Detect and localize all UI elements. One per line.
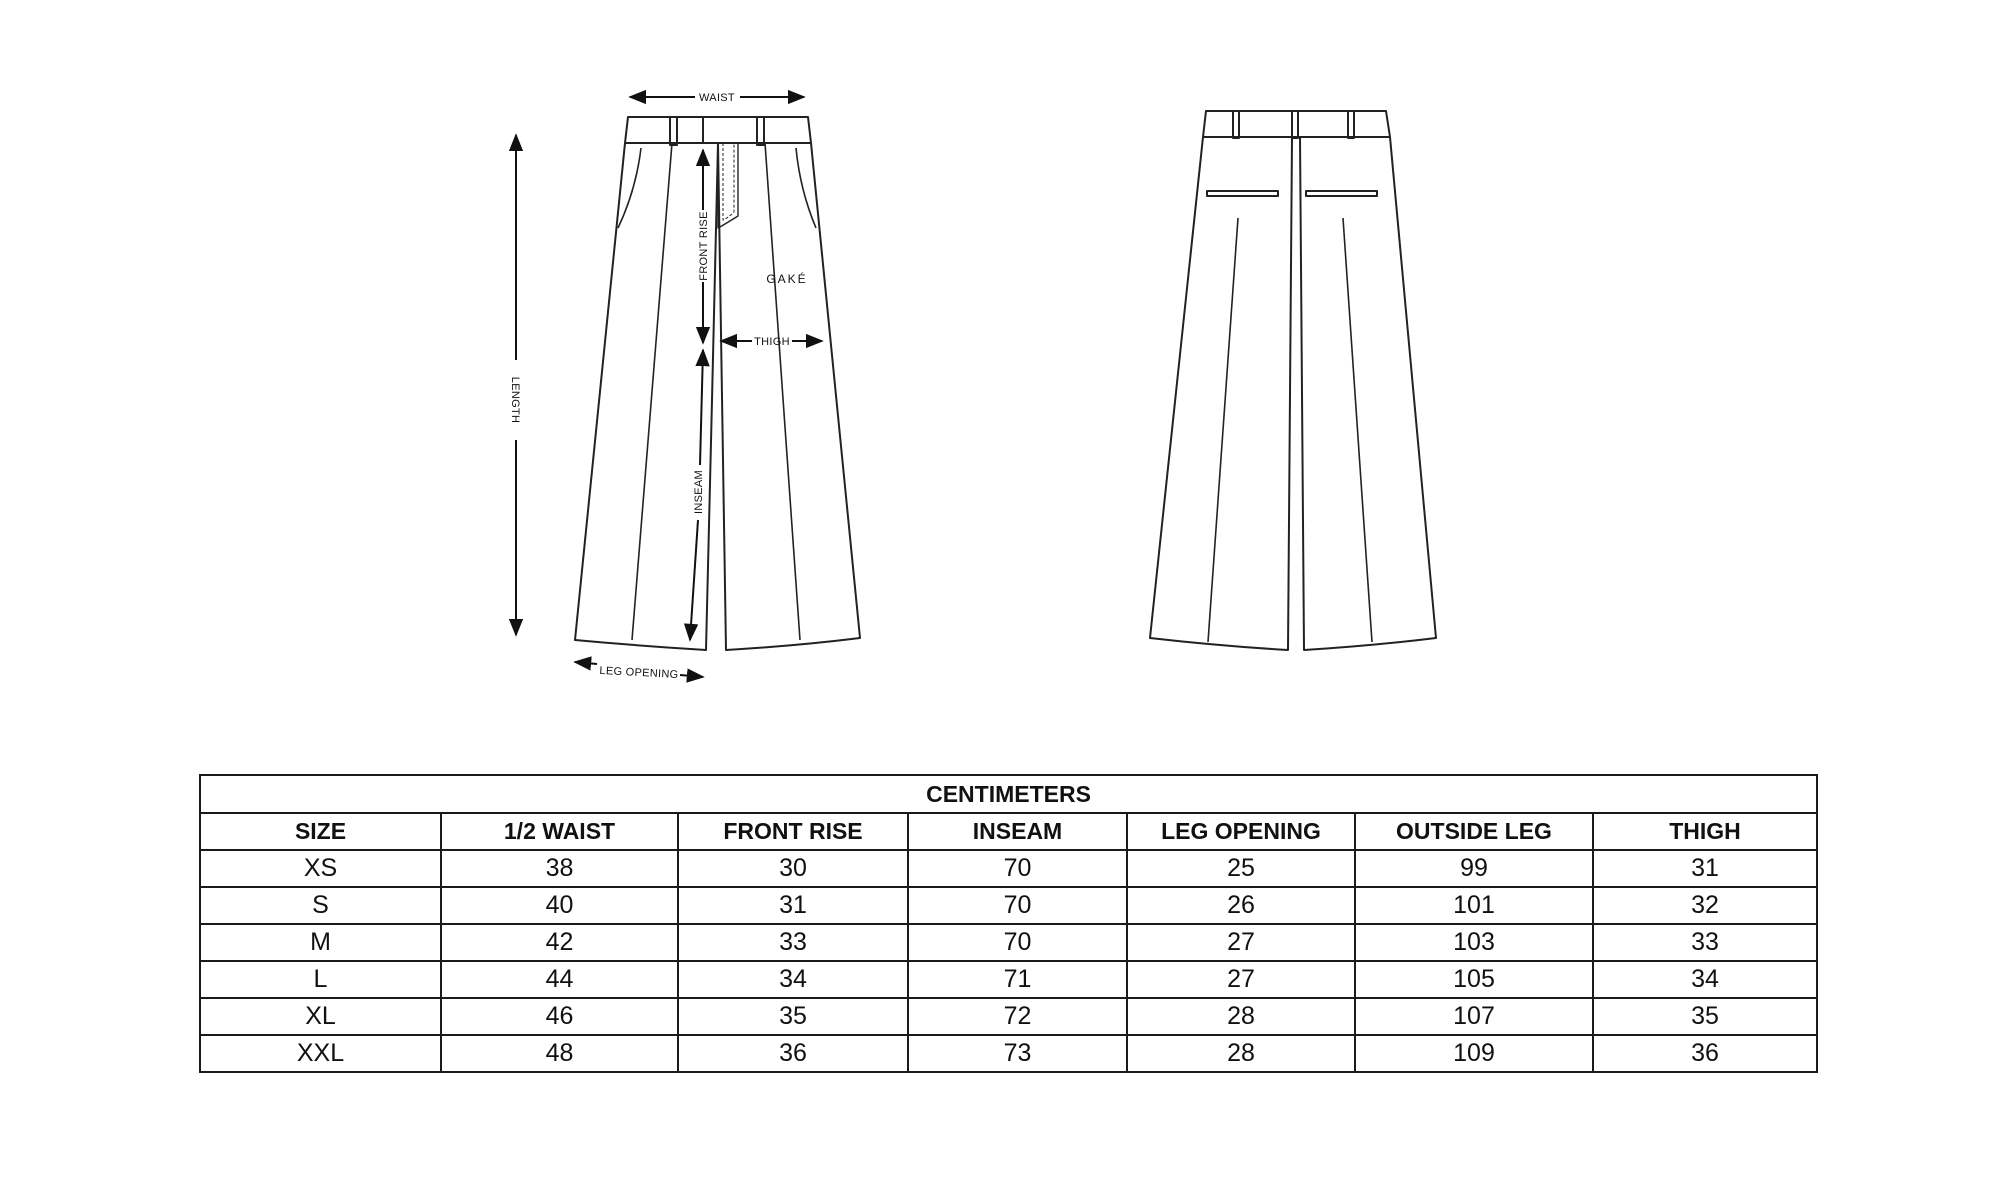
table-cell: 42 xyxy=(441,924,678,961)
table-cell: 48 xyxy=(441,1035,678,1072)
table-row xyxy=(200,924,1817,961)
unit-caption: CENTIMETERS xyxy=(200,775,1817,813)
back-left-leg xyxy=(1150,137,1292,650)
table-cell: 38 xyxy=(441,850,678,887)
length-label: LENGTH xyxy=(509,376,521,424)
table-cell: 40 xyxy=(441,887,678,924)
table-cell: 46 xyxy=(441,998,678,1035)
table-cell: 72 xyxy=(908,998,1127,1035)
column-header: INSEAM xyxy=(908,813,1127,850)
table-cell: 31 xyxy=(1593,850,1817,887)
table-cell: 32 xyxy=(1593,887,1817,924)
table-cell: 25 xyxy=(1127,850,1355,887)
table-cell: 109 xyxy=(1355,1035,1593,1072)
leg-opening-arrow xyxy=(575,662,597,664)
back-belt-loop xyxy=(1348,111,1354,138)
leg-opening-label: LEG OPENING xyxy=(599,664,679,682)
table-cell: 36 xyxy=(678,1035,908,1072)
table-cell: 103 xyxy=(1355,924,1593,961)
table-cell: 26 xyxy=(1127,887,1355,924)
column-header: LEG OPENING xyxy=(1127,813,1355,850)
table-cell: 99 xyxy=(1355,850,1593,887)
front-waistband xyxy=(625,117,811,143)
front-right-leg xyxy=(718,143,860,650)
size-cell: XS xyxy=(200,850,441,887)
brand-label: GAKÉ xyxy=(766,272,808,286)
table-row xyxy=(200,887,1817,924)
table-cell: 71 xyxy=(908,961,1127,998)
column-header: OUTSIDE LEG xyxy=(1355,813,1593,850)
front-belt-loop xyxy=(757,117,764,145)
size-chart-body xyxy=(200,775,1817,1072)
size-cell: XXL xyxy=(200,1035,441,1072)
table-cell: 70 xyxy=(908,924,1127,961)
table-cell: 34 xyxy=(1593,961,1817,998)
size-cell: XL xyxy=(200,998,441,1035)
table-cell: 28 xyxy=(1127,998,1355,1035)
column-header: 1/2 WAIST xyxy=(441,813,678,850)
table-row xyxy=(200,850,1817,887)
table-cell: 36 xyxy=(1593,1035,1817,1072)
table-row xyxy=(200,961,1817,998)
table-cell: 33 xyxy=(678,924,908,961)
front-view-trousers xyxy=(575,117,860,650)
table-row xyxy=(200,998,1817,1035)
back-belt-loop xyxy=(1233,111,1239,138)
table-cell: 105 xyxy=(1355,961,1593,998)
waist-label: WAIST xyxy=(699,92,735,104)
table-cell: 73 xyxy=(908,1035,1127,1072)
table-row xyxy=(200,1035,1817,1072)
table-cell: 28 xyxy=(1127,1035,1355,1072)
table-header-row xyxy=(200,813,1817,850)
column-header: SIZE xyxy=(200,813,441,850)
table-cell: 107 xyxy=(1355,998,1593,1035)
size-cell: M xyxy=(200,924,441,961)
table-cell: 70 xyxy=(908,887,1127,924)
table-cell: 44 xyxy=(441,961,678,998)
back-welt-pocket xyxy=(1306,191,1377,196)
table-cell: 31 xyxy=(678,887,908,924)
table-cell: 35 xyxy=(678,998,908,1035)
back-view-trousers xyxy=(1150,111,1436,650)
inseam-arrow xyxy=(700,350,703,465)
size-cell: L xyxy=(200,961,441,998)
inseam-label: INSEAM xyxy=(693,470,705,514)
table-cell: 35 xyxy=(1593,998,1817,1035)
front-left-leg xyxy=(575,143,718,650)
table-cell: 34 xyxy=(678,961,908,998)
size-cell: S xyxy=(200,887,441,924)
table-caption-row xyxy=(200,775,1817,813)
table-cell: 27 xyxy=(1127,961,1355,998)
table-cell: 30 xyxy=(678,850,908,887)
table-cell: 27 xyxy=(1127,924,1355,961)
table-cell: 70 xyxy=(908,850,1127,887)
table-cell: 101 xyxy=(1355,887,1593,924)
back-waistband xyxy=(1203,111,1390,137)
column-header: FRONT RISE xyxy=(678,813,908,850)
front-belt-loop xyxy=(670,117,677,145)
table-cell: 33 xyxy=(1593,924,1817,961)
front-rise-label: FRONT RISE xyxy=(698,211,710,281)
back-belt-loop xyxy=(1292,111,1298,138)
front-fly-stitching xyxy=(718,143,738,228)
thigh-label: THIGH xyxy=(754,336,790,348)
size-chart-table xyxy=(199,774,1818,1073)
column-header: THIGH xyxy=(1593,813,1817,850)
back-welt-pocket xyxy=(1207,191,1278,196)
